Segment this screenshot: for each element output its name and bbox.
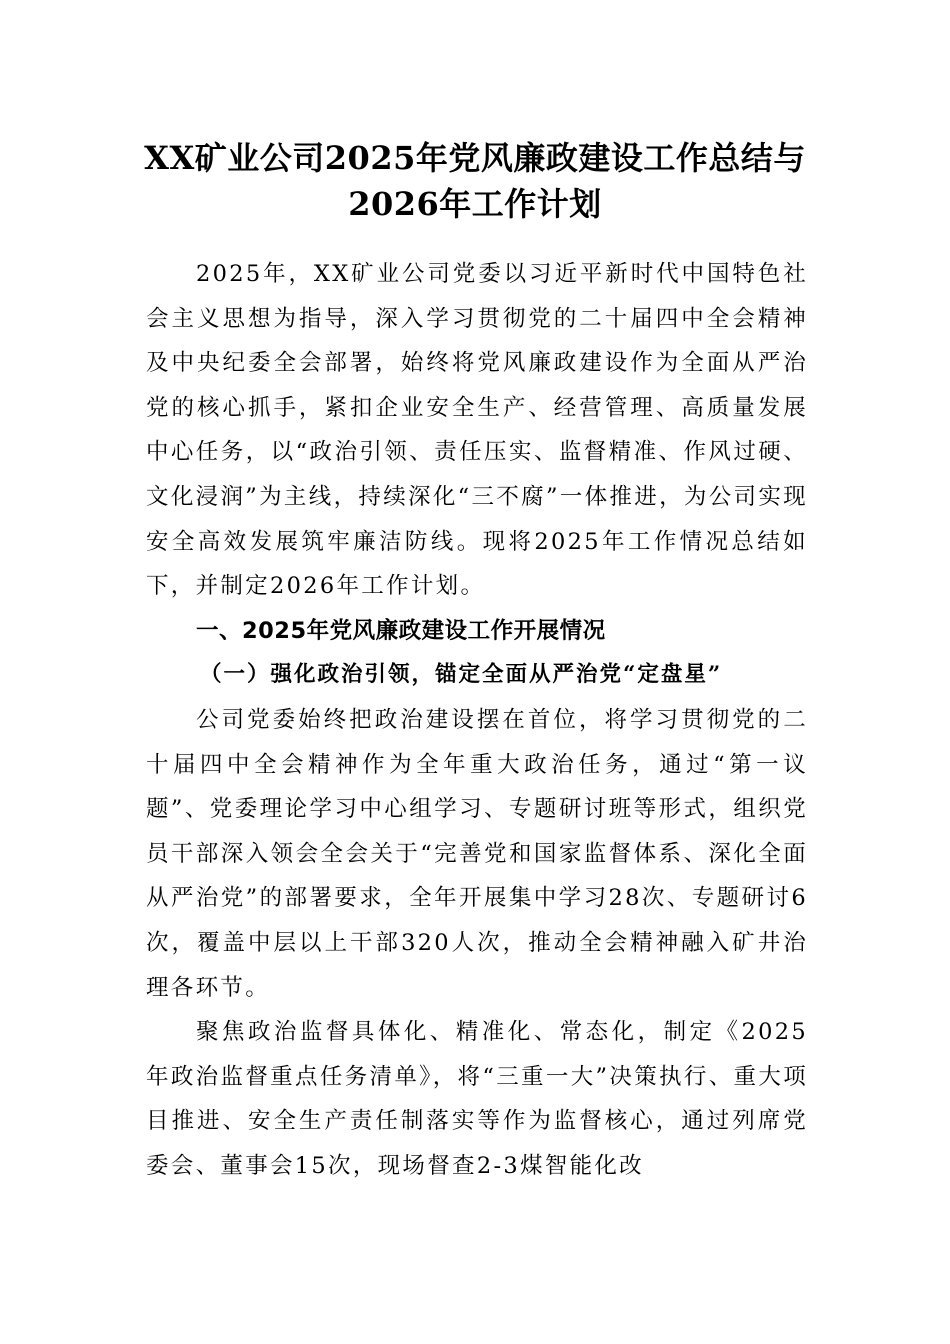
- section-heading-1: 一、2025年党风廉政建设工作开展情况: [196, 618, 606, 644]
- intro-paragraph: 2025年，XX矿业公司党委以习近平新时代中国特色社会主义思想为指导，深入学习贯彻党的二十届四中全会精神及中央纪委全会部署，始终将党风廉政建设作为全面从严治党的核心抓手，紧扣企业安全生产、经营管理、高质量发展中心任务，以“政治引领、责任压实、监督精准、作风过硬、文化浸润”为主线，持续深化“三不腐”一体推进，为公司实现安全高效发展筑牢廉洁防线。现将2025年工作情况总结如下，并制定2026年工作计划。: [146, 261, 808, 600]
- political-supervision-paragraph: 聚焦政治监督具体化、精准化、常态化，制定《2025年政治监督重点任务清单》，将“三重一大”决策执行、重大项目推进、安全生产责任制落实等作为监督核心，通过列席党委会、董事会15次，现场督查2-3煤智能化改: [146, 1019, 808, 1179]
- document-title: XX矿业公司2025年党风廉政建设工作总结与2026年工作计划: [144, 139, 806, 224]
- political-building-paragraph: 公司党委始终把政治建设摆在首位，将学习贯彻党的二十届四中全会精神作为全年重大政治任务，通过“第一议题”、党委理论学习中心组学习、专题研讨班等形式，组织党员干部深入领会全会关于“完善党和国家监督体系、深化全面从严治党”的部署要求，全年开展集中学习28次、专题研讨6次，覆盖中层以上干部320人次，推动全会精神融入矿井治理各环节。: [146, 707, 808, 1001]
- subsection-heading-1: （一）强化政治引领，锚定全面从严治党“定盘星”: [200, 662, 723, 687]
